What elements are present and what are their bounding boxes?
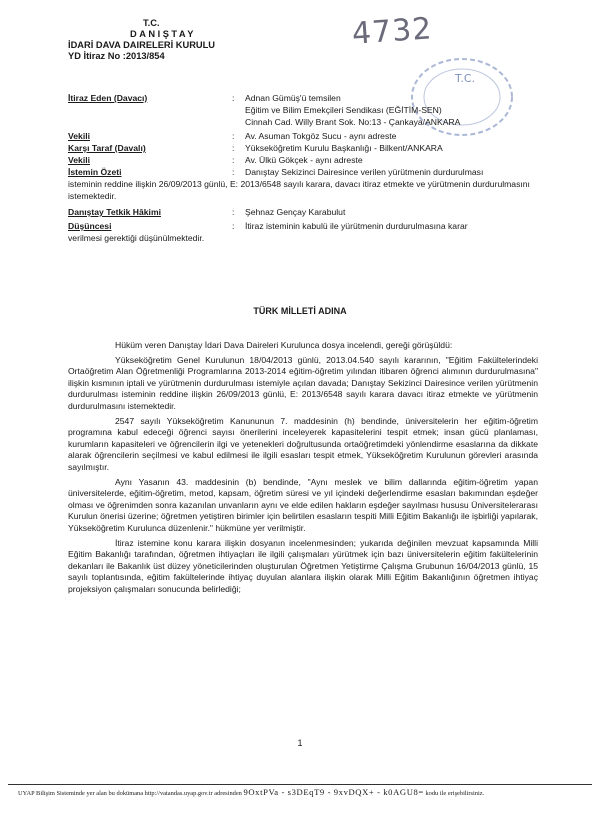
footer-divider [8,784,592,785]
footer-code: 9OxtPVa - s3DEqT9 - 9xvDQX+ - k0AGU8= [243,787,424,797]
itiraz-eden-label: İtiraz Eden (Davacı) [68,93,148,103]
itiraz-eden-line-1: Adnan Gümüş'ü temsilen [245,93,341,103]
paragraph: Hüküm veren Danıştay İdari Dava Daireleri Kurulunca dosya incelendi, gereği görüşüldü: [115,340,453,350]
itiraz-eden-line-3: Cinnah Cad. Willy Brant Sok. No:13 - Çankaya/ANKARA [245,117,461,127]
paragraph: İtiraz istemine konu karara ilişkin dosyanın incelenmesinden; yukarıda değinilen mevzuat kapsamında Milli Eğitim Bakanlığı tarafından, öğretmen ihtiyaçları ile ilgili çalışmaları yürütmek için bazı üniversitelerin eğitim fakültelerinin dekanları ile Bakanlık üst düzey yöneticilerinden oluşturulan Öğretmen Yetiştirme Çalışma Grubunun 16/04/2013 günlü, 15 sayılı toplantısında, eğitim fakültelerinde ihtiyaç duyulan alanlara ilişkin olarak Milli Eğitim Bakanlığının öğretmen ihtiyaç projeksiyon çalışmaları sonucunda belirlediği; [68,537,538,594]
dusuncesi-first: İtiraz isteminin kabulü ile yürütmenin durdurulmasına karar [245,221,468,231]
page-number: 1 [297,738,303,748]
header-itiraz-no: YD İtiraz No :2013/854 [68,51,165,61]
footer [18,787,484,797]
dusuncesi-rest: verilmesi gerektiği düşünülmektedir. [68,233,205,243]
handwritten-number: 4732 [350,11,434,52]
header-tc: T.C. [143,18,160,28]
itiraz-eden-line-2: Eğitim ve Bilim Emekçileri Sendikası (EĞİTİM-SEN) [245,105,442,115]
istemin-ozeti-rest: isteminin reddine ilişkin 26/09/2013 günlü, E: 2013/6548 sayılı karara, davacı itiraz etmekte ve yürütmenin durdurulmasını istemektedir. [68,179,530,201]
paragraph: 2547 sayılı Yükseköğretim Kanununun 7. maddesinin (h) bendinde, üniversitelerin her eğitim-öğretim programına kabul edeceği öğrenci sayısı önerilerini inceleyerek kapasitelerini tespit etmek; insan gücü planlaması, kurumların kapasiteleri ve öğrencilerin ilgi ve yetenekleri doğrultusunda ortaöğretimdeki yönlendirme esaslarına da dikkate alarak öğrencilerin seçilmesi ve kabul edilmesi ile ilgili esasları tespit etmek, Yükseköğretim Kurulunun görevleri arasında sayılmıştır. [68,415,538,472]
tetkik-hakimi-label: Danıştay Tetkik Hâkimi [68,207,161,217]
karsi-taraf-label: Karşı Taraf (Davalı) [68,143,146,153]
paragraph: Yükseköğretim Genel Kurulunun 18/04/2013 günlü, 2013.04.540 sayılı kararının, "Eğitim Fakültelerindeki Ortaöğretim Alan Öğretmenliği Programlarına 2013-2014 eğitim-öğretim yılından itibaren öğrenci alımının durdurulmasına" ilişkin kısmının iptali ve yürütmenin durdurulması istemiyle açılan davada; Danıştay Sekizinci Dairesince verilen yürütmenin durdurulması isteminin reddine ilişkin 26/09/2013 günlü, E: 2013/6548 sayılı karara davacı itiraz etmekte ve yürütmenin durdurulmasını istemektedir. [68,354,538,411]
dusuncesi-label: Düşüncesi [68,221,112,231]
vekili-value: Av. Asuman Tokgöz Sucu - aynı adreste [245,131,397,141]
stamp-text: T.C. [455,72,476,85]
document-header [68,18,215,62]
istemin-ozeti-label: İstemin Özeti [68,167,122,177]
decision-body [68,340,538,598]
document-title: TÜRK MİLLETİ ADINA [253,306,347,316]
karsi-taraf-value: Yükseköğretim Kurulu Başkanlığı - Bilkent/ANKARA [245,143,443,153]
footer-text: UYAP Bilişim Sisteminde yer alan bu dokümana http://vatandas.uyap.gov.tr adresinden [18,790,242,797]
header-kurul: İDARİ DAVA DAIRELERİ KURULU [68,40,216,50]
footer-suffix: kodu ile erişebilirsiniz. [425,790,485,797]
tetkik-hakimi-value: Şehnaz Gençay Karabulut [245,207,346,217]
header-danistay: DANIŞTAY [130,29,196,39]
paragraph: Aynı Yasanın 43. maddesinin (b) bendinde, "Aynı meslek ve bilim dallarında eğitim-öğretim yapan üniversitelerde, eğitim-öğretim, metod, kapsam, öğretim süresi ve yıl içindeki değerlendirme esasları bakımından eşdeğer olması ve öğrenimden sonra kazanılan unvanların aynı ve elde edilen hakların eşdeğer sayılması hususu Üniversitelerarası Kurulun önerisi üzerine; öğretmen yetiştiren birimler için belirtilen esasların tespiti Milli Eğitim Bakanlığı ile işbirliği yapılarak, Yükseköğretim Kurulunca düzenlenir." hükmüne yer verilmiştir. [68,476,538,533]
vekili-label: Vekili [68,131,90,141]
vekili2-label: Vekili [68,155,90,165]
istemin-ozeti-first: Danıştay Sekizinci Dairesince verilen yürütmenin durdurulması [245,167,484,177]
vekili2-value: Av. Ülkü Gökçek - aynı adreste [245,155,363,165]
parties-block: İtiraz Eden (Davacı) : Adnan Gümüş'ü temsilen Eğitim ve Bilim Emekçileri Sendikası (EĞİTİM-SEN) Cinnah Cad. Willy Brant Sok. No:13 - Çankaya/ANKARA Vekili : Av. Asuman Tokgöz Sucu - aynı adreste Karşı Taraf (Davalı) : Yükseköğretim Kurulu Başkanlığı - Bilkent/ANKARA Vekili : Av. Ülkü Gökçek - aynı adreste İstemin Özeti : Danıştay Sekizinci Dairesince verilen yürütmenin durdurulması isteminin reddine ilişkin 26/09/2013 günlü, E: 2013/6548 sayılı karara, davacı itiraz etmekte ve yürütmenin durdurulmasını istemektedir. Danıştay Tetkik Hâkimi : Şehnaz Gençay Karabulut Düşüncesi : İtiraz isteminin kabulü ile yürütmenin durdurulmasına karar verilmesi gerektiği düşünülmektedir. [68,92,538,244]
